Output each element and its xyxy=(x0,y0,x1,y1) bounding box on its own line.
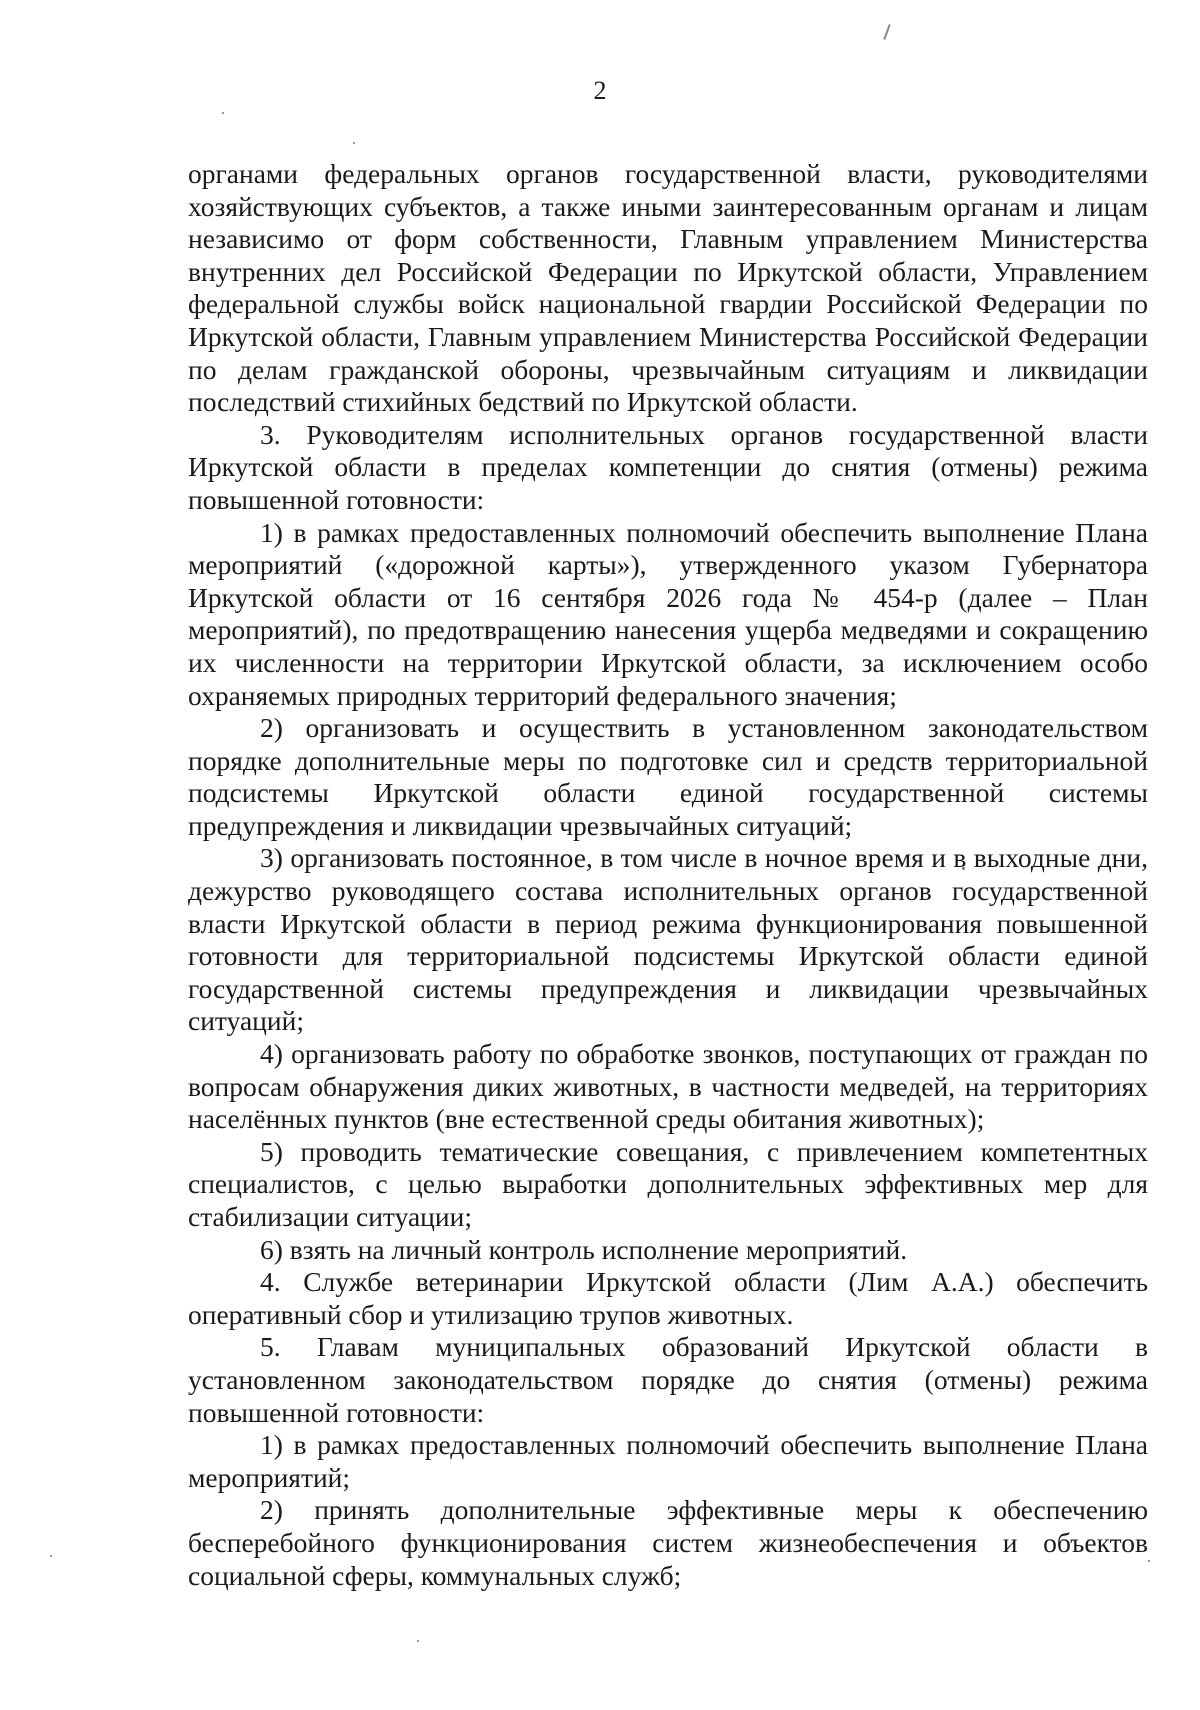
scan-speck xyxy=(353,142,355,144)
scan-stroke-mark xyxy=(883,24,890,40)
scan-speck xyxy=(50,1555,52,1557)
paragraph: 2) принять дополнительные эффективные меры к обеспечению бесперебойного функционирования систем жизнеобеспечения и объектов социальной сферы, коммунальных служб; xyxy=(188,1494,1148,1591)
paragraph: органами федеральных органов государственной власти, руководителями хозяйствующих субъектов, а также иными заинтересованным органам и лицам независимо от форм собственности, Главным управлением Министерства внутренних дел Российской Федерации по Иркутской области, Управлением федеральной службы войск национальной гвардии Российской Федерации по Иркутской области, Главным управлением Министерства Российской Федерации по делам гражданской обороны, чрезвычайным ситуациям и ликвидации последствий стихийных бедствий по Иркутской области. xyxy=(188,158,1148,418)
paragraph: 5) проводить тематические совещания, с привлечением компетентных специалистов, с целью выработки дополнительных эффективных мер для стабилизации ситуации; xyxy=(188,1135,1148,1232)
paragraph: 6) взять на личный контроль исполнение мероприятий. xyxy=(260,1233,908,1265)
paragraph: 1) в рамках предоставленных полномочий обеспечить выполнение Плана мероприятий; xyxy=(188,1429,1148,1493)
scan-speck xyxy=(1148,1560,1150,1562)
paragraph: 3) организовать постоянное, в том числе в ночное время и в выходные дни, дежурство руководящего состава исполнительных органов государственной власти Иркутской области в период режима функционирования повышенной готовности для территориальной подсистемы Иркутской области единой государственной системы предупреждения и ликвидации чрезвычайных ситуаций; xyxy=(188,842,1148,1037)
paragraph: 5. Главам муниципальных образований Иркутской области в установленном законодательством порядке до снятия (отмены) режима повышенной готовности: xyxy=(188,1331,1148,1428)
document-body xyxy=(188,158,1148,1592)
scan-speck xyxy=(417,1640,419,1642)
paragraph: 4) организовать работу по обработке звонков, поступающих от граждан по вопросам обнаружения диких животных, в частности медведей, на территориях населённых пунктов (вне естественной среды обитания животных); xyxy=(188,1038,1148,1135)
paragraph: 4. Службе ветеринарии Иркутской области (Лим А.А.) обеспечить оперативный сбор и утилизацию трупов животных. xyxy=(188,1266,1148,1330)
page-number: 2 xyxy=(593,76,607,105)
scan-speck xyxy=(222,112,224,114)
paragraph: 2) организовать и осуществить в установленном законодательством порядке дополнительные меры по подготовке сил и средств территориальной подсистемы Иркутской области единой государственной системы предупреждения и ликвидации чрезвычайных ситуаций; xyxy=(188,712,1148,841)
paragraph: 1) в рамках предоставленных полномочий обеспечить выполнение Плана мероприятий («дорожной карты»), утвержденного указом Губернатора Иркутской области от 16 сентября 2026 года № 454-р (далее – План мероприятий), по предотвращению нанесения ущерба медведями и сокращению их численности на территории Иркутской области, за исключением особо охраняемых природных территорий федерального значения; xyxy=(188,516,1148,711)
paragraph: 3. Руководителям исполнительных органов государственной власти Иркутской области в пределах компетенции до снятия (отмены) режима повышенной готовности: xyxy=(188,418,1148,515)
